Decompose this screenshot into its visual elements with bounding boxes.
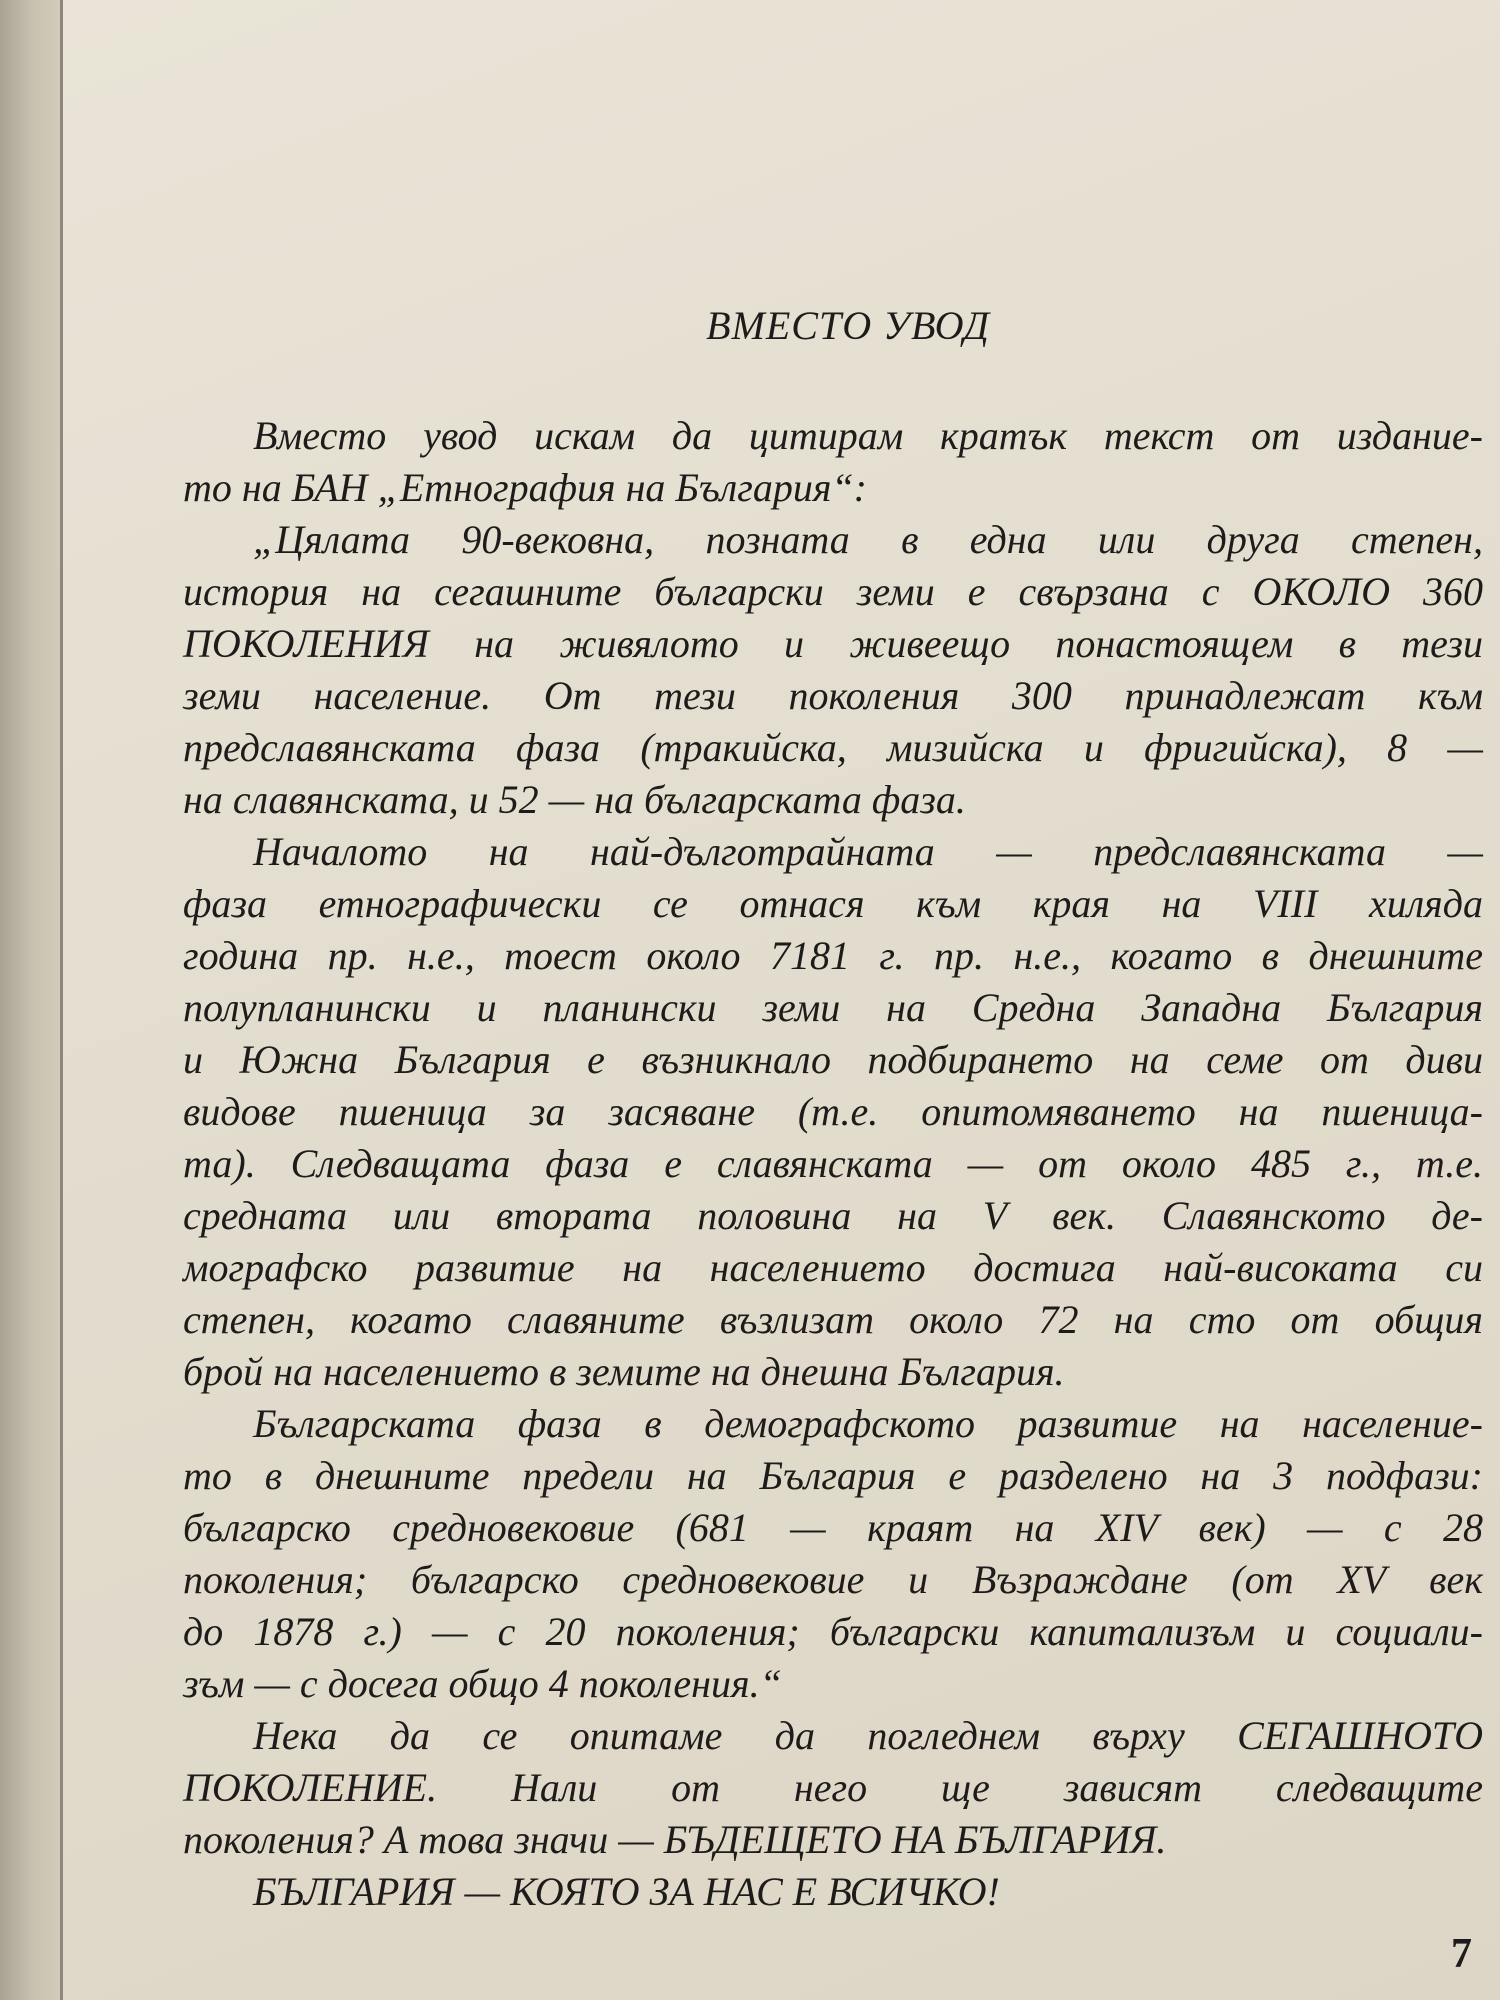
text-line: то на БАН „Етнография на България“: bbox=[183, 465, 867, 510]
text-line: ПОКОЛЕНИЯ на живялото и живеещо понастоящем в тези bbox=[183, 621, 1483, 666]
text-line: ПОКОЛЕНИЕ. Нали от него ще зависят следващите bbox=[183, 1765, 1483, 1810]
body-text bbox=[183, 410, 1483, 1918]
page-number: 7 bbox=[1451, 1931, 1472, 1977]
text-line: земи население. От тези поколения 300 принадлежат към bbox=[183, 673, 1483, 718]
text-line: година пр. н.е., тоест около 7181 г. пр. н.е., когато в днешните bbox=[183, 933, 1483, 978]
text-line: мографско развитие на населението достига най-високата си bbox=[183, 1245, 1483, 1290]
book-spine bbox=[0, 0, 62, 2000]
text-line: видове пшеница за засяване (т.е. опитомяването на пшеница- bbox=[183, 1089, 1483, 1134]
text-line: българско средновековие (681 — краят на XIV век) — с 28 bbox=[183, 1505, 1483, 1550]
text-line: зъм — с досега общо 4 поколения.“ bbox=[183, 1661, 782, 1706]
text-line: на славянската, и 52 — на българската фаза. bbox=[183, 777, 966, 822]
text-line: то в днешните предели на България е разделено на 3 подфази: bbox=[183, 1453, 1483, 1498]
text-line: Българската фаза в демографското развитие на население- bbox=[253, 1401, 1483, 1446]
text-line: средната или втората половина на V век. Славянското де- bbox=[183, 1193, 1483, 1238]
text-line: БЪЛГАРИЯ — КОЯТО ЗА НАС Е ВСИЧКО! bbox=[253, 1869, 1000, 1914]
text-line: брой на населението в земите на днешна България. bbox=[183, 1349, 1065, 1394]
text-line: степен, когато славяните възлизат около 72 на сто от общия bbox=[183, 1297, 1483, 1342]
text-line: до 1878 г.) — с 20 поколения; български капитализъм и социали- bbox=[183, 1609, 1483, 1654]
text-line: поколения; българско средновековие и Възраждане (от XV век bbox=[183, 1557, 1483, 1602]
text-line: история на сегашните български земи е свързана с ОКОЛО 360 bbox=[183, 569, 1483, 614]
text-line: та). Следващата фаза е славянската — от около 485 г., т.е. bbox=[183, 1141, 1483, 1186]
text-line: „Цялата 90-вековна, позната в една или друга степен, bbox=[253, 517, 1483, 562]
text-line: Началото на най-дълготрайната — предславянската — bbox=[253, 829, 1483, 874]
text-line: полупланински и планински земи на Средна Западна България bbox=[183, 985, 1483, 1030]
text-line: Нека да се опитаме да погледнем върху СЕГАШНОТО bbox=[253, 1713, 1483, 1758]
text-line: Вместо увод искам да цитирам кратък текст от издание- bbox=[253, 413, 1483, 458]
text-line: поколения? А това значи — БЪДЕЩЕТО НА БЪЛГАРИЯ. bbox=[183, 1817, 1167, 1862]
text-line: фаза етнографически се отнася към края на VIII хиляда bbox=[183, 881, 1483, 926]
page-text bbox=[183, 300, 1483, 1918]
text-line: предславянската фаза (тракийска, мизийска и фригийска), 8 — bbox=[183, 725, 1483, 770]
chapter-title: ВМЕСТО УВОД bbox=[706, 303, 990, 348]
book-page bbox=[63, 0, 1500, 2000]
text-line: и Южна България е възникнало подбирането на семе от диви bbox=[183, 1037, 1483, 1082]
